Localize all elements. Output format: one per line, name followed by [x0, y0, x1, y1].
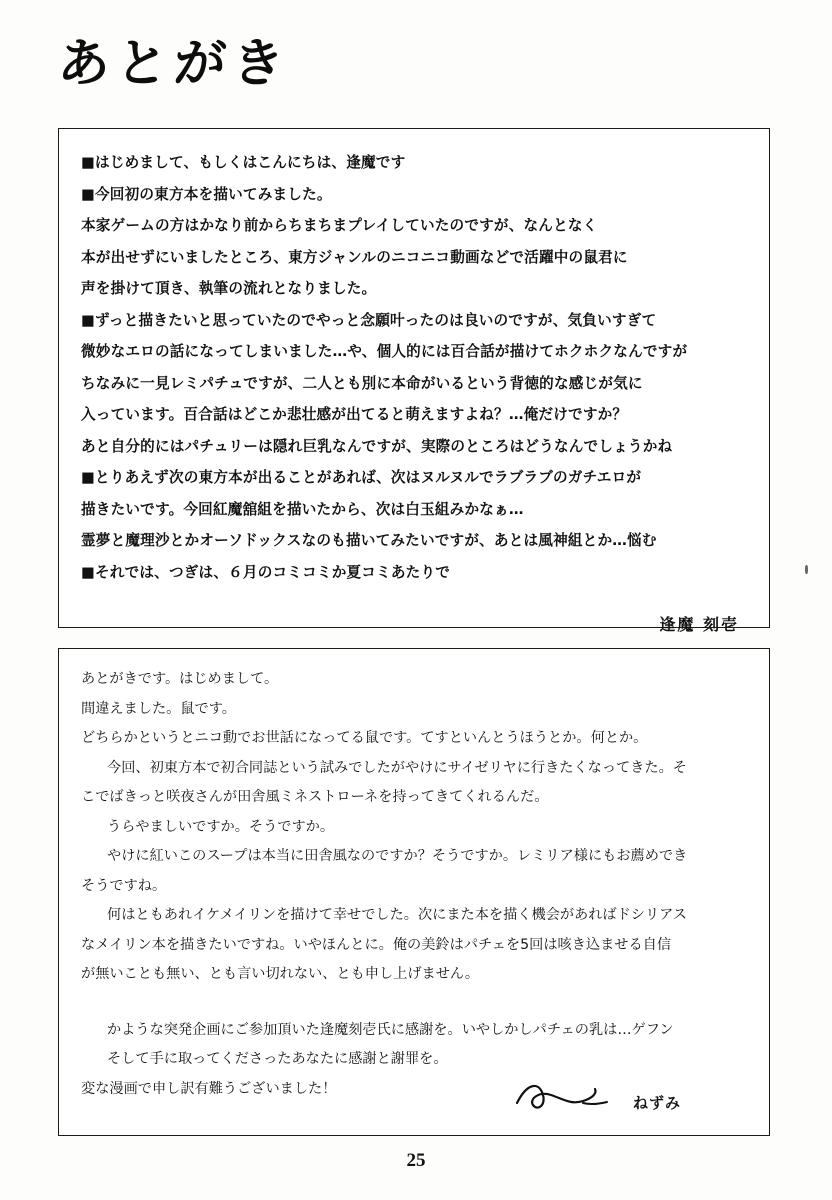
afterword-top-line: 微妙なエロの話になってしまいました…や、個人的には百合話が描けてホクホクなんですが [81, 343, 688, 360]
afterword-bottom-line: こでばきっと咲夜さんが田舎風ミネストローネを持ってきてくれるんだ。 [81, 789, 549, 805]
afterword-top-line: 声を掛けて頂き、執筆の流れとなりました。 [81, 280, 377, 297]
afterword-top-line: 本家ゲームの方はかなり前からちまちまプレイしていたのですが、なんとなく [81, 217, 598, 234]
afterword-bottom-line: やけに紅いこのスープは本当に田舎風なのですか？そうですか。レミリア様にもお薦めでき [107, 848, 688, 864]
afterword-top-line: ■とりあえず次の東方本が出ることがあれば、次はヌルヌルでラブラブのガチエロが [81, 469, 642, 486]
afterword-bottom-box [58, 648, 770, 1136]
afterword-bottom-closing-line: かような突発企画にご参加頂いた逢魔刻壱氏に感謝を。いやしかしパチェの乳は…ゲフン [107, 1021, 674, 1038]
afterword-top-line: 霊夢と魔理沙とかオーソドックスなのも描いてみたいですが、あとは風神組とか…悩む [81, 532, 657, 549]
page-number: 25 [406, 1150, 426, 1171]
page-speck [805, 565, 808, 574]
afterword-top-line: 描きたいです。今回紅魔舘組を描いたから、次は白玉組みかなぁ… [81, 500, 524, 518]
afterword-top-line: ■それでは、つぎは、６月のコミコミか夏コミあたりで [81, 563, 451, 581]
afterword-bottom-line: あとがきです。はじめまして。 [81, 671, 279, 687]
afterword-bottom-text [59, 649, 769, 1114]
afterword-bottom-line: どちらかというとニコ動でお世話になってる鼠です。てすといんとうほうとか。何とか。 [81, 730, 648, 746]
afterword-bottom-line: が無いことも無い、とも言い切れない、とも申し上げません。 [81, 966, 480, 982]
paragraph-spacer [81, 990, 747, 1016]
afterword-top-line: 本が出せずにいましたところ、東方ジャンルのニコニコ動画などで活躍中の鼠君に [81, 248, 628, 266]
afterword-top-signature: 逢魔 刻壱 [659, 615, 739, 634]
afterword-top-line: ちなみに一見レミパチュですが、二人とも別に本命がいるという背徳的な感じが気に [81, 374, 643, 392]
afterword-bottom-line: 間違えました。鼠です。 [81, 700, 236, 717]
afterword-bottom-line: うらやましいですか。そうですか。 [107, 818, 335, 835]
afterword-top-line: ■今回初の東方本を描いてみました。 [81, 185, 332, 203]
afterword-top-box [58, 128, 770, 634]
afterword-bottom-line: 今回、初東方本で初合同誌という試みでしたがやけにサイゼリヤに行きたくなってきた。そ [107, 759, 687, 776]
afterword-bottom-line: そうですね。 [81, 877, 167, 894]
afterword-top-line: あと自分的にはパチュリーは隠れ巨乳なんですが、実際のところはどうなんでしょうかね [81, 437, 673, 455]
afterword-bottom-closing-line: 変な漫画で申し訳有難うございました！ [81, 1080, 337, 1097]
afterword-bottom-line: なメイリン本を描きたいですね。いやほんとに。俺の美鈴はパチェを5回は咳き込ませる自信 [81, 936, 672, 953]
page-title: あとがき [55, 34, 293, 94]
afterword-top-line: 入っています。百合話はどこか悲壮感が出てると萌えますよね？…俺だけですか？ [81, 406, 628, 423]
afterword-top-line: ■はじめまして、もしくはこんにちは、逢魔です [81, 154, 406, 171]
afterword-bottom-line: 何はともあれイケメイリンを描けて幸せでした。次にまた本を描く機会があればドシリアス [107, 907, 687, 923]
afterword-top-line: ■ずっと描きたいと思っていたのでやっと念願叶ったのは良いのですが、気負いすぎて [81, 311, 657, 329]
afterword-bottom-closing-line: そして手に取ってくださったあなたに感謝と謝罪を。 [107, 1051, 448, 1067]
afterword-top-text [59, 129, 769, 598]
signature-name: ねずみ [632, 1094, 681, 1112]
